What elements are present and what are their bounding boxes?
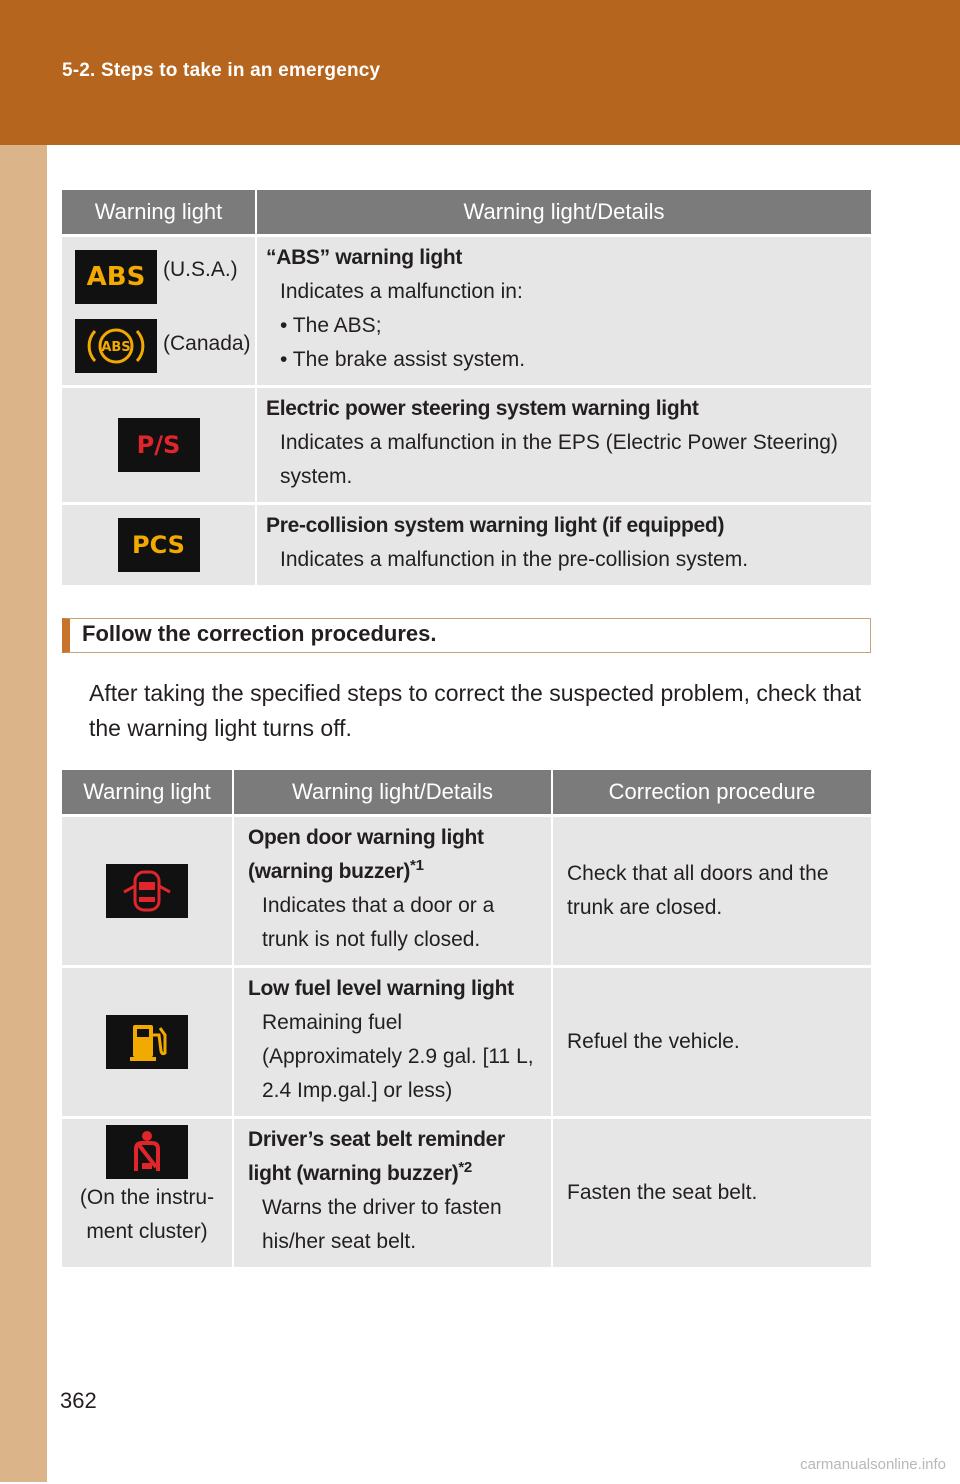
footnote-marker: *2 bbox=[458, 1158, 472, 1176]
column-header: Warning light bbox=[62, 190, 256, 235]
correction-table bbox=[62, 770, 871, 1267]
table-header-row bbox=[62, 190, 871, 235]
pre-collision-icon-text: PCS bbox=[132, 530, 185, 559]
fuel-pump-icon bbox=[106, 1015, 188, 1069]
column-header: Correction procedure bbox=[552, 770, 871, 815]
section-heading: 5-2. Steps to take in an emergency bbox=[62, 60, 381, 81]
detail-text: • The brake assist system. bbox=[280, 347, 526, 371]
detail-text: Indicates a malfunction in: bbox=[280, 279, 523, 303]
detail-text: (Approximately 2.9 gal. [11 L, bbox=[262, 1044, 534, 1068]
page-number: 362 bbox=[60, 1388, 97, 1413]
table-row bbox=[62, 1117, 871, 1267]
pre-collision-icon bbox=[118, 518, 200, 572]
detail-text: Indicates a malfunction in the pre-collision system. bbox=[280, 547, 749, 571]
detail-text: Indicates that a door or a bbox=[262, 893, 495, 917]
column-header: Warning light bbox=[62, 770, 233, 815]
column-header: Warning light/Details bbox=[233, 770, 552, 815]
detail-title: Pre-collision system warning light (if equipped) bbox=[266, 513, 725, 537]
detail-title: Electric power steering system warning light bbox=[266, 396, 699, 420]
detail-text: • The ABS; bbox=[280, 313, 382, 337]
region-label: (U.S.A.) bbox=[163, 257, 238, 281]
icon-caption: (On the instru- bbox=[79, 1185, 215, 1209]
table-row bbox=[62, 503, 871, 585]
abs-icon-text: ABS bbox=[86, 261, 146, 292]
abs-circle-icon bbox=[75, 319, 157, 373]
detail-title: Driver’s seat belt reminder bbox=[248, 1127, 505, 1151]
open-door-icon bbox=[106, 864, 188, 918]
table-row bbox=[62, 386, 871, 503]
seatbelt-icon bbox=[106, 1125, 188, 1179]
table-row bbox=[62, 966, 871, 1117]
region-label: (Canada) bbox=[163, 331, 251, 355]
abs-icon bbox=[75, 250, 157, 304]
section-title-bar bbox=[62, 618, 871, 653]
detail-title: Low fuel level warning light bbox=[248, 976, 514, 1000]
detail-title: (warning buzzer) bbox=[248, 859, 411, 883]
power-steering-icon bbox=[118, 418, 200, 472]
warning-lights-table bbox=[62, 190, 871, 585]
column-header: Warning light/Details bbox=[256, 190, 871, 235]
svg-text:ABS: ABS bbox=[101, 339, 131, 355]
side-strip bbox=[0, 145, 47, 1482]
detail-text: Remaining fuel bbox=[262, 1010, 403, 1034]
correction-text: trunk are closed. bbox=[567, 895, 723, 919]
detail-text: Warns the driver to fasten bbox=[262, 1195, 502, 1219]
watermark: carmanualsonline.info bbox=[800, 1456, 946, 1473]
instruction-paragraph: After taking the specified steps to correct the suspected problem, check that the warning light turns off. bbox=[89, 680, 862, 741]
correction-text: Fasten the seat belt. bbox=[567, 1180, 758, 1204]
detail-text: Indicates a malfunction in the EPS (Electric Power Steering) system. bbox=[280, 430, 838, 488]
detail-title: “ABS” warning light bbox=[266, 245, 463, 269]
correction-text: Refuel the vehicle. bbox=[567, 1029, 740, 1053]
table-row bbox=[62, 815, 871, 966]
footnote-marker: *1 bbox=[410, 856, 424, 874]
table-row bbox=[62, 235, 871, 386]
detail-text: his/her seat belt. bbox=[262, 1229, 417, 1253]
icon-caption: ment cluster) bbox=[86, 1219, 208, 1243]
section-title: Follow the correction procedures. bbox=[82, 621, 437, 646]
correction-text: Check that all doors and the bbox=[567, 861, 829, 885]
detail-text: trunk is not fully closed. bbox=[262, 927, 481, 951]
detail-title: Open door warning light bbox=[248, 825, 484, 849]
table-header-row bbox=[62, 770, 871, 815]
detail-text: 2.4 Imp.gal.] or less) bbox=[262, 1078, 453, 1102]
detail-title: light (warning buzzer) bbox=[248, 1161, 459, 1185]
power-steering-icon-text: P/S bbox=[136, 430, 181, 459]
